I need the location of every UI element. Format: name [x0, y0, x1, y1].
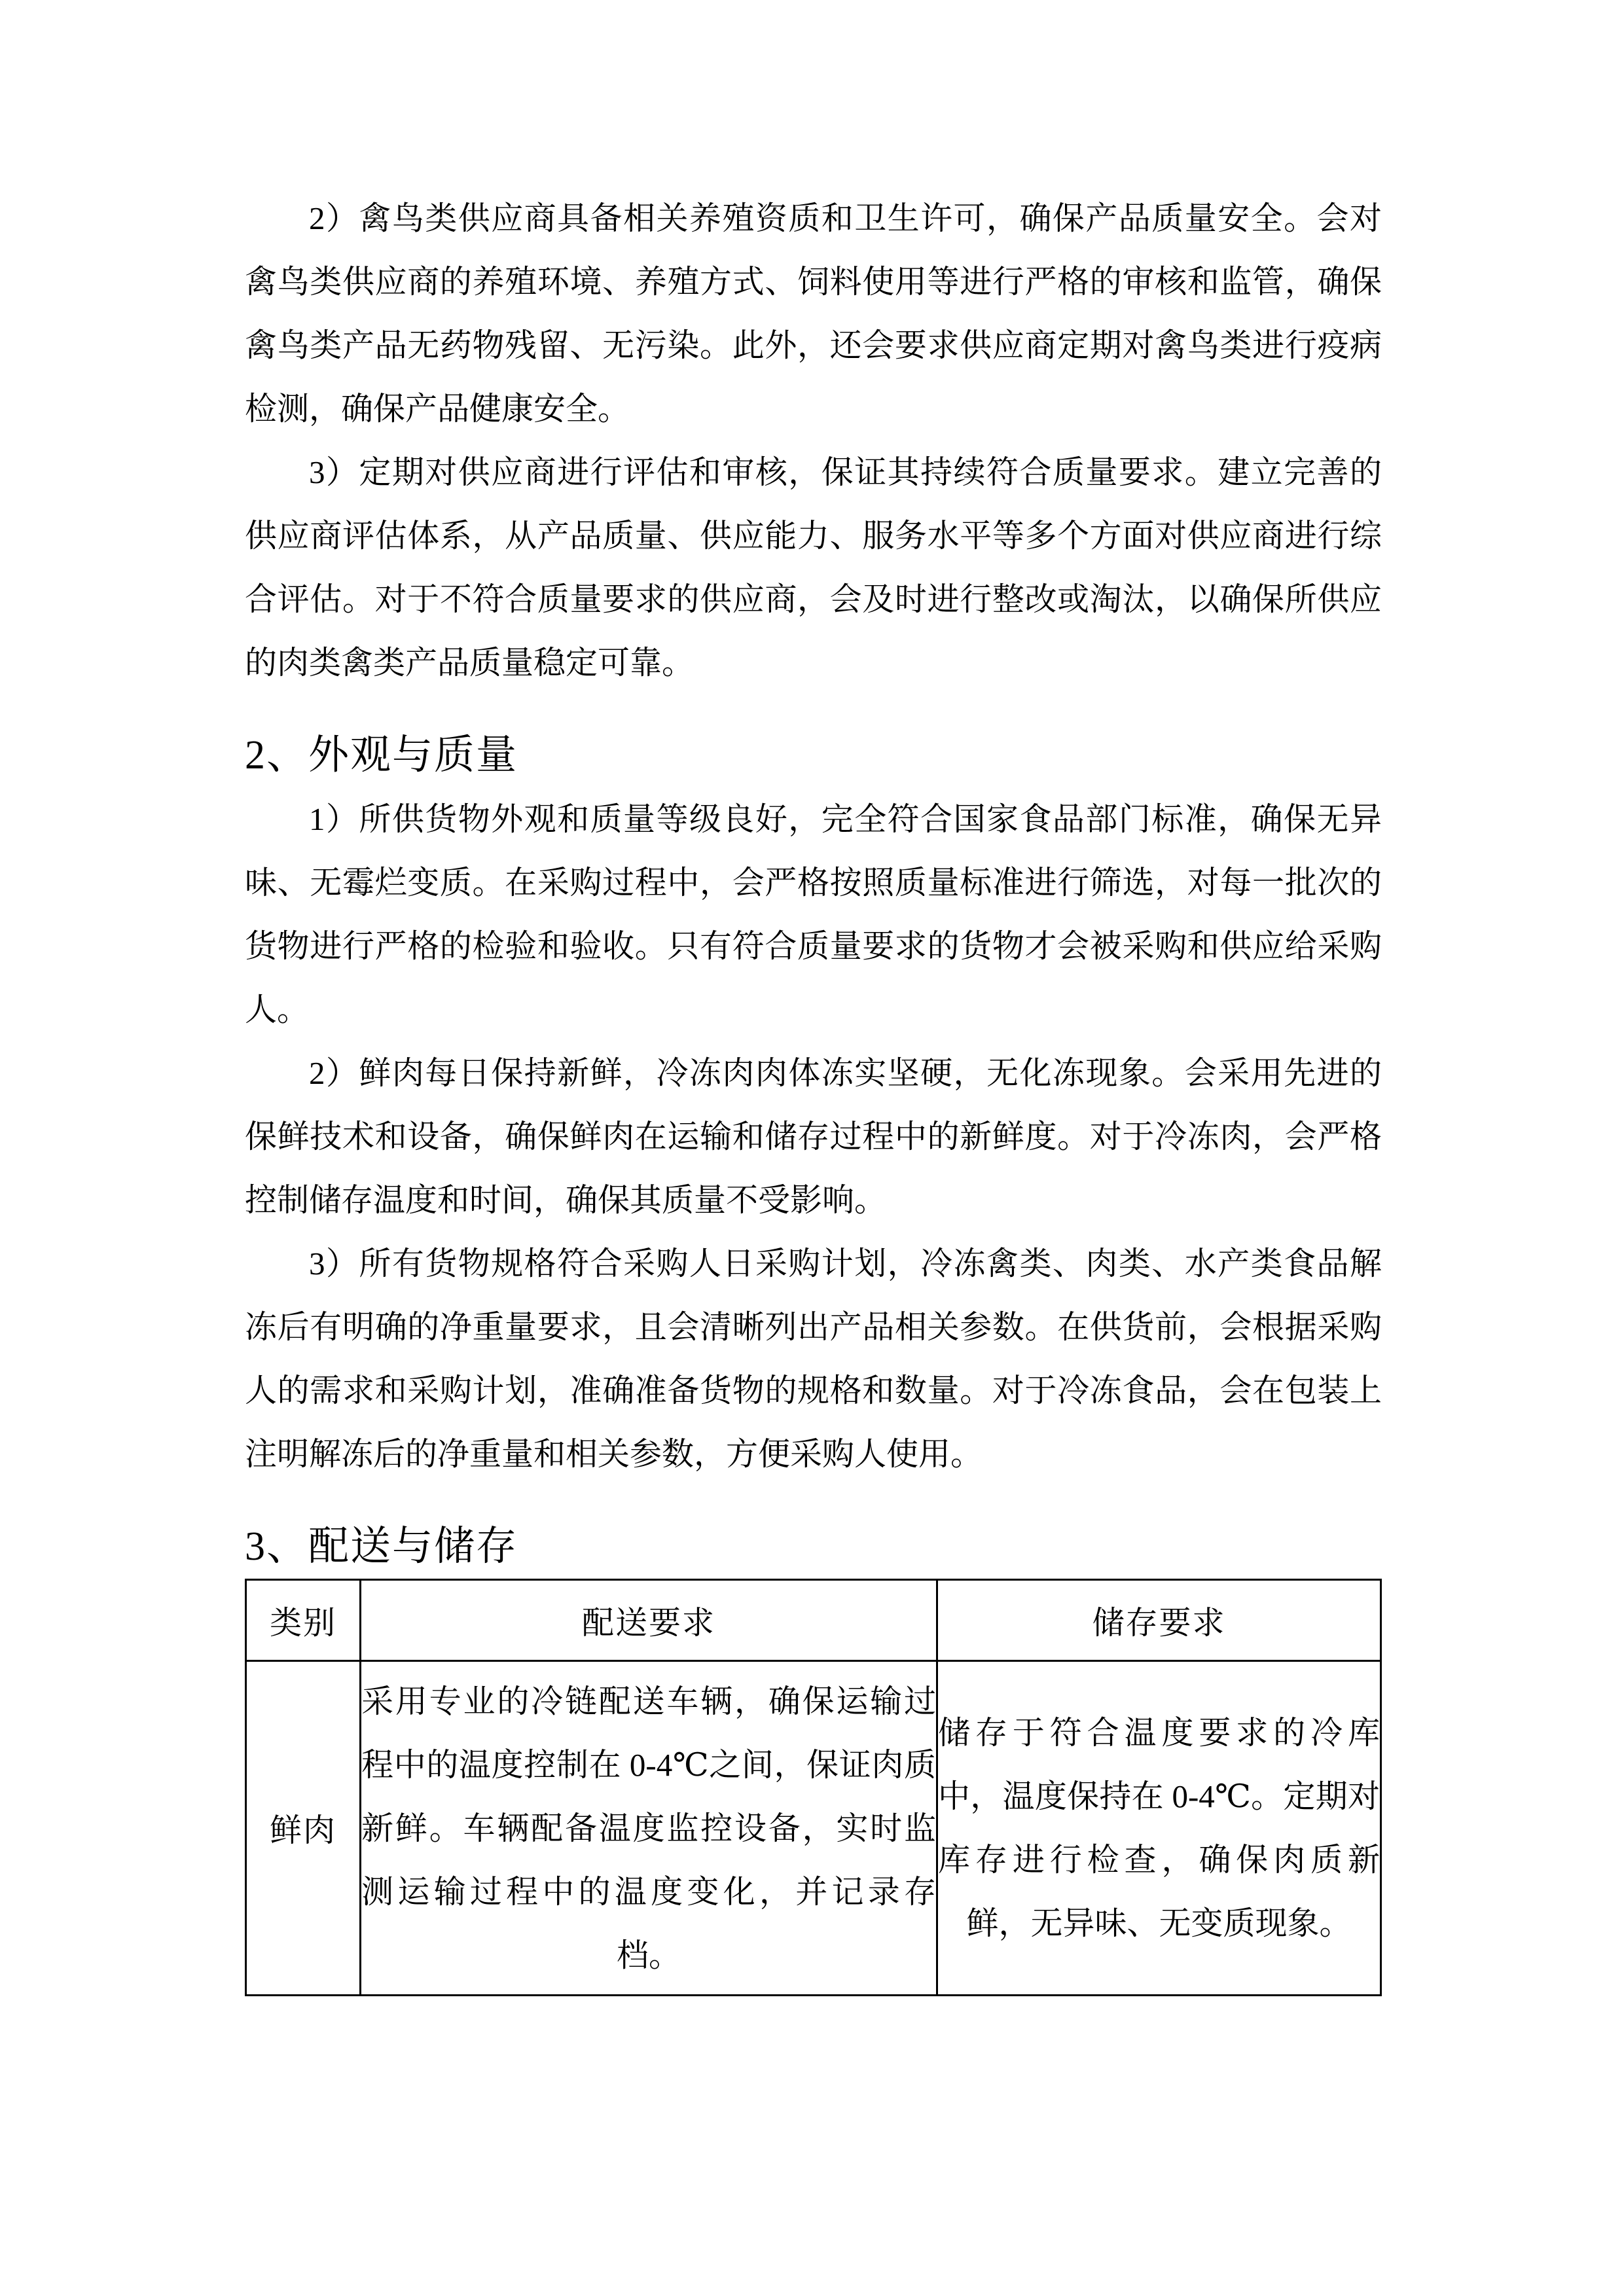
table-header-storage-requirements: 储存要求 [937, 1580, 1381, 1661]
paragraph-fresh-frozen-meat-quality: 2）鲜肉每日保持新鲜，冷冻肉肉体冻实坚硬，无化冻现象。会采用先进的保鲜技术和设备，确保鲜肉在运输和储存过程中的新鲜度。对于冷冻肉，会严格控制储存温度和时间，确保其质量不受影响。 [245, 1055, 1382, 1218]
table-row-fresh-meat [246, 1661, 1381, 1996]
paragraph-goods-appearance-standard: 1）所供货物外观和质量等级良好，完全符合国家食品部门标准，确保无异味、无霉烂变质。在采购过程中，会严格按照质量标准进行筛选，对每一批次的货物进行严格的检验和验收。只有符合质量要求的货物才会被采购和供应给采购人。 [245, 801, 1382, 1028]
paragraph-supplier-evaluation: 3）定期对供应商进行评估和审核，保证其持续符合质量要求。建立完善的供应商评估体系，从产品质量、供应能力、服务水平等多个方面对供应商进行综合评估。对于不符合质量要求的供应商，会及时进行整改或淘汰，以确保所供应的肉类禽类产品质量稳定可靠。 [245, 454, 1382, 681]
table-header-delivery-requirements: 配送要求 [361, 1580, 937, 1661]
paragraph-poultry-supplier-qualification: 2）禽鸟类供应商具备相关养殖资质和卫生许可，确保产品质量安全。会对禽鸟类供应商的养殖环境、养殖方式、饲料使用等进行严格的审核和监管，确保禽鸟类产品无药物残留、无污染。此外，还会要求供应商定期对禽鸟类进行疫病检测，确保产品健康安全。 [245, 200, 1382, 427]
cell-category-fresh-meat: 鲜肉 [246, 1661, 361, 1996]
cell-storage-requirements-fresh-meat: 储存于符合温度要求的冷库中，温度保持在 0-4℃。定期对库存进行检查，确保肉质新鲜，无异味、无变质现象。 [937, 1661, 1381, 1996]
section-heading-delivery-storage: 3、配送与储存 [245, 1524, 518, 1569]
table-header-category: 类别 [246, 1580, 361, 1661]
document-content [245, 187, 1382, 1996]
delivery-storage-table [245, 1579, 1382, 1996]
paragraph-goods-specification-net-weight: 3）所有货物规格符合采购人日采购计划，冷冻禽类、肉类、水产类食品解冻后有明确的净重量要求，且会清晰列出产品相关参数。在供货前，会根据采购人的需求和采购计划，准确准备货物的规格和数量。对于冷冻食品，会在包装上注明解冻后的净重量和相关参数，方便采购人使用。 [245, 1246, 1382, 1472]
section-heading-appearance-quality: 2、外观与质量 [245, 733, 518, 778]
table-header-row [246, 1580, 1381, 1661]
cell-delivery-requirements-fresh-meat: 采用专业的冷链配送车辆，确保运输过程中的温度控制在 0-4℃之间，保证肉质新鲜。车辆配备温度监控设备，实时监测运输过程中的温度变化，并记录存档。 [361, 1661, 937, 1996]
